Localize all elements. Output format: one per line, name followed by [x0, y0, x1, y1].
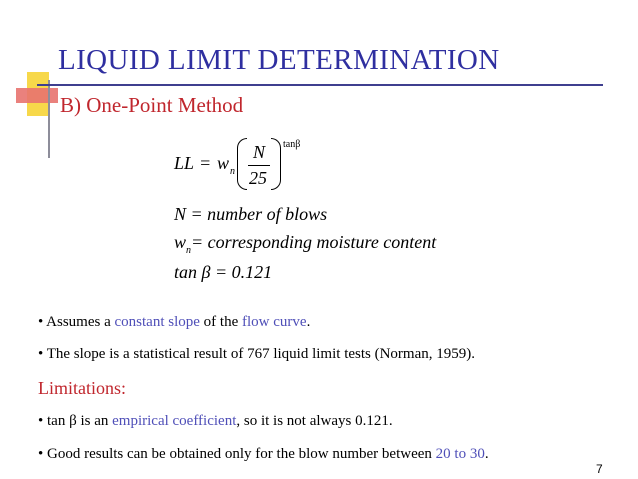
formula-w-subscript: n [230, 166, 235, 177]
definition-wn-text: = corresponding moisture content [191, 232, 437, 252]
highlight-flow-curve: flow curve [242, 314, 307, 330]
decorative-vertical-line [48, 80, 50, 158]
limitation-blow-range [38, 446, 489, 463]
definition-n: N = number of blows [174, 204, 328, 224]
bullet-statistical-result: • The slope is a statistical result of 767 liquid limit tests (Norman, 1959). [38, 346, 475, 362]
highlight-blow-range: 20 to 30 [435, 446, 485, 462]
slide-subtitle: B) One-Point Method [60, 93, 244, 117]
formula-denominator: 25 [249, 168, 267, 188]
definition-wn-subscript: n [186, 245, 191, 256]
highlight-constant-slope: constant slope [114, 314, 200, 330]
definition-wn-symbol: w [174, 232, 187, 252]
formula-w: w [217, 153, 230, 173]
formula-numerator: N [253, 142, 266, 162]
formula-lhs: LL [174, 153, 195, 173]
bullet-constant-slope [38, 314, 310, 331]
formula-equals: = [199, 153, 212, 173]
highlight-empirical-coefficient: empirical coefficient [112, 413, 237, 429]
formula-fraction-bar [248, 165, 270, 166]
bullet-text: • Good results can be obtained only for the blow number between [38, 446, 436, 462]
bullet-text: of the [199, 314, 242, 330]
limitations-heading: Limitations: [38, 378, 126, 398]
formula-left-paren [237, 138, 247, 190]
decorative-red-bar [16, 88, 58, 103]
bullet-text: . [306, 314, 311, 330]
formula-right-paren [271, 138, 281, 190]
bullet-text: • tan β is an [38, 413, 113, 429]
formula-exponent: tanβ [283, 139, 301, 150]
title-underline [37, 84, 603, 86]
page-number: 7 [596, 462, 603, 476]
bullet-text: . [484, 446, 489, 462]
slide-title: LIQUID LIMIT DETERMINATION [58, 44, 500, 76]
bullet-text: • Assumes a [38, 314, 115, 330]
limitation-empirical-coefficient [38, 413, 393, 430]
bullet-text: , so it is not always 0.121. [236, 413, 393, 429]
definition-tan-beta: tan β = 0.121 [174, 262, 273, 282]
